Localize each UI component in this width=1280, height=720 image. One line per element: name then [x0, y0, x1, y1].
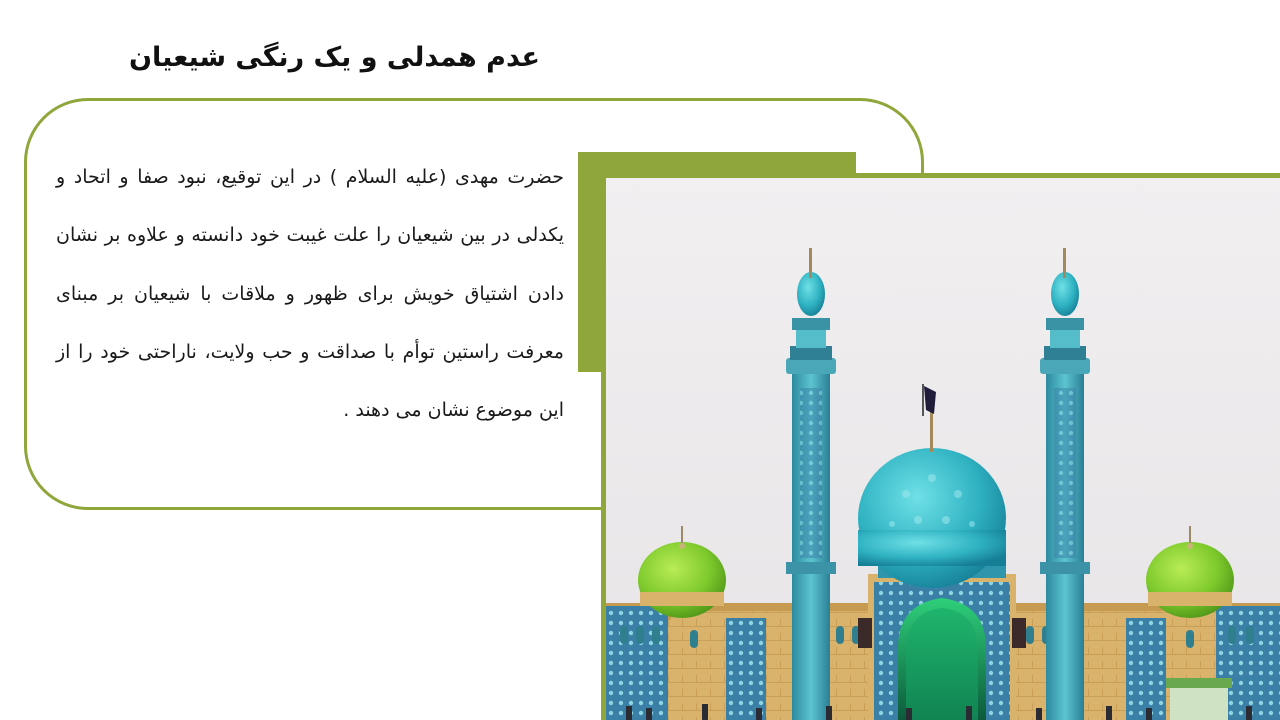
slide-title: عدم همدلی و یک رنگی شیعیان [129, 42, 540, 73]
body-text: حضرت مهدی (علیه السلام ) در این توقیع، نبود صفا و اتحاد و یکدلی در بین شیعیان را علت غیبت خود دانسته و علاوه بر نشان دادن اشتیاق خویش برای ظهور و ملاقات با شیعیان بر مبنای معرفت راستین توأم با صداقت و حب ولایت، ناراحتی خود را از این موضوع نشان می دهند . [56, 166, 564, 422]
mosque-photo [606, 178, 1280, 720]
